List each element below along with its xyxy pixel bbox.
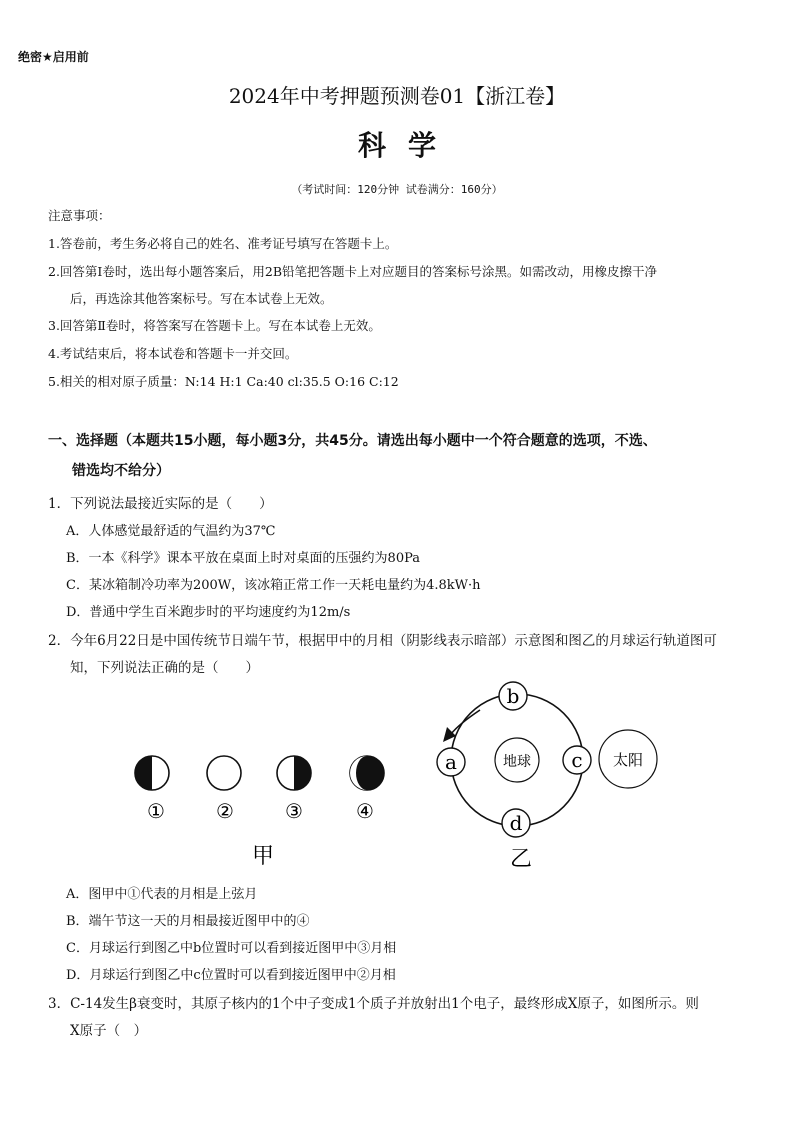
q2-option-c: C．月球运行到图乙中b位置时可以看到接近图甲中③月相 xyxy=(66,941,397,956)
earth-label: 地球 xyxy=(503,754,531,770)
confidential-mark: 绝密★启用前 xyxy=(18,50,89,64)
note-item: 2.回答第Ⅰ卷时，选出每小题答案后，用2B铅笔把答题卡上对应题目的答案标号涂黑。如需改动，用橡皮擦干净 xyxy=(48,264,658,279)
question-2-stem-cont: 知，下列说法正确的是（ ） xyxy=(70,660,259,676)
moon-phase-4 xyxy=(350,756,384,790)
orbit-position-a: a xyxy=(445,750,457,774)
q1-option-a: A．人体感觉最舒适的气温约为37℃ xyxy=(66,524,276,539)
note-item: 5.相关的相对原子质量：N:14 H:1 Ca:40 cl:35.5 O:16 C:12 xyxy=(48,374,399,389)
moon-phase-3 xyxy=(277,756,311,790)
moon-phase-2 xyxy=(207,756,241,790)
q2-option-d: D．月球运行到图乙中c位置时可以看到接近图甲中②月相 xyxy=(66,968,396,983)
note-item: 1.答卷前，考生务必将自己的姓名、准考证号填写在答题卡上。 xyxy=(48,236,398,251)
q1-option-c: C．某冰箱制冷功率为200W，该冰箱正常工作一天耗电量约为4.8kW·h xyxy=(66,578,481,593)
figure-caption-jia: 甲 xyxy=(252,844,275,869)
question-3-stem: 3．C-14发生β衰变时，其原子核内的1个中子变成1个质子并放射出1个电子，最终形成X原子，如图所示。则 xyxy=(48,996,699,1012)
orbit-position-b: b xyxy=(506,684,520,708)
orbit-position-d: d xyxy=(509,811,523,835)
phase-label: ④ xyxy=(356,799,374,823)
note-item: 4.考试结束后，将本试卷和答题卡一并交回。 xyxy=(48,346,298,361)
question-3-stem-cont: X原子（ ） xyxy=(70,1023,148,1039)
notes-heading: 注意事项： xyxy=(48,208,111,223)
moon-phase-1 xyxy=(135,756,169,790)
q1-option-b: B．一本《科学》课本平放在桌面上时对桌面的压强约为80Pa xyxy=(66,551,421,566)
note-item: 3.回答第Ⅱ卷时，将答案写在答题卡上。写在本试卷上无效。 xyxy=(48,318,381,333)
moon-orbit-figure xyxy=(425,680,675,875)
phase-label: ① xyxy=(147,799,165,823)
section-heading: 一、选择题（本题共15小题，每小题3分，共45分。请选出每小题中一个符合题意的选项，不选、 xyxy=(48,433,657,449)
note-item: 后，再选涂其他答案标号。写在本试卷上无效。 xyxy=(70,291,333,306)
subject-title: 科学 xyxy=(357,129,458,162)
direction-arrow xyxy=(451,710,480,734)
figure-caption-yi: 乙 xyxy=(510,847,533,872)
orbit-position-c: c xyxy=(571,748,583,772)
question-1-stem: 1．下列说法最接近实际的是（ ） xyxy=(48,496,273,512)
sun-label: 太阳 xyxy=(612,751,644,769)
exam-title: 2024年中考押题预测卷01【浙江卷】 xyxy=(228,84,566,108)
question-2-stem: 2．今年6月22日是中国传统节日端午节，根据甲中的月相（阴影线表示暗部）示意图和图乙的月球运行轨道图可 xyxy=(48,633,717,649)
q1-option-d: D．普通中学生百米跑步时的平均速度约为12m/s xyxy=(66,605,351,620)
exam-info: （考试时间：120分钟 试卷满分：160分） xyxy=(291,183,503,196)
q2-option-a: A．图甲中①代表的月相是上弦月 xyxy=(66,887,258,902)
phase-label: ③ xyxy=(285,799,303,823)
section-heading-cont: 错选均不给分） xyxy=(72,463,170,479)
moon-phase-figure xyxy=(120,745,400,875)
q2-option-b: B．端午节这一天的月相最接近图甲中的④ xyxy=(66,914,310,929)
phase-label: ② xyxy=(216,799,234,823)
